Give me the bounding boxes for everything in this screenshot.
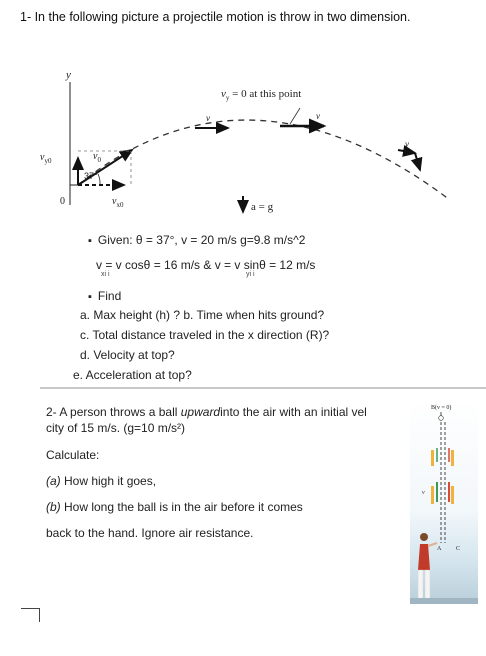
v-label-top: v (316, 111, 320, 121)
y-axis-label: y (66, 69, 71, 81)
v-label-2: v (405, 139, 409, 149)
question-1-heading: 1- In the following picture a projectile motion is throw in two dimension. (20, 10, 411, 24)
vy0-label: $v_{y0}$ (40, 152, 52, 165)
figure-label-a: A (437, 546, 442, 552)
bullet-icon: ▪ (88, 291, 92, 303)
accel-arrow-left (431, 450, 434, 466)
q2-line-2: city of 15 m/s. (g=10 m/s²) (46, 421, 186, 435)
person-head (420, 533, 428, 541)
ball-throw-figure (410, 398, 478, 604)
person-arm (428, 543, 437, 546)
q2-part-a: (a) How high it goes, (46, 474, 157, 488)
q2-part-b: (b) How long the ball is in the air before it comes (46, 500, 303, 514)
given-line-2: v = v cosθ = 16 m/s & v = v sinθ = 12 m/s (96, 258, 316, 272)
trajectory-path (78, 120, 450, 200)
given-line-2-subscripts-left: xi i (101, 271, 110, 278)
q2-part-b-continued: back to the hand. Ignore air resistance. (46, 526, 254, 540)
a-equals-g-label: a = g (251, 201, 274, 213)
v-vector-2 (398, 150, 415, 153)
origin-label: 0 (60, 196, 65, 207)
page-corner-mark (21, 608, 40, 622)
figure-top-label: B(v = 0) (431, 405, 452, 411)
find-item: a. Max height (h) ? b. Time when hits ground? (80, 308, 325, 322)
projectile-diagram (0, 0, 486, 230)
find-item: c. Total distance traveled in the x direction (R)? (80, 328, 330, 342)
find-item: d. Velocity at top? (80, 348, 175, 362)
figure-label-c: C (456, 546, 461, 552)
ball-top-icon (439, 416, 444, 421)
q2-calculate: Calculate: (46, 448, 100, 462)
vy-zero-label: $v_y = 0$ at this point (221, 88, 302, 102)
given-line-2-subscripts-right: yi i (246, 271, 255, 278)
vx0-label: $v_{x0}$ (112, 196, 124, 209)
find-item: e. Acceleration at top? (73, 368, 192, 382)
given-line-1: ▪ Given: θ = 37°, v = 20 m/s g=9.8 m/s^2 (88, 233, 306, 247)
v-label-1: v (206, 113, 210, 123)
find-label: ▪ Find (88, 289, 122, 303)
ball-throw-illustration (410, 398, 478, 604)
v-mark-label: v (422, 490, 425, 496)
person-shirt (418, 544, 430, 570)
q2-line-1: 2- A person throws a ball upwardinto the air with an initial vel (46, 405, 367, 419)
bullet-icon: ▪ (88, 235, 92, 247)
angle-label: 37° (84, 171, 98, 181)
v0-label: $v_0$ (93, 151, 101, 164)
accel-arrow-right (451, 450, 454, 466)
section-divider (40, 387, 486, 389)
